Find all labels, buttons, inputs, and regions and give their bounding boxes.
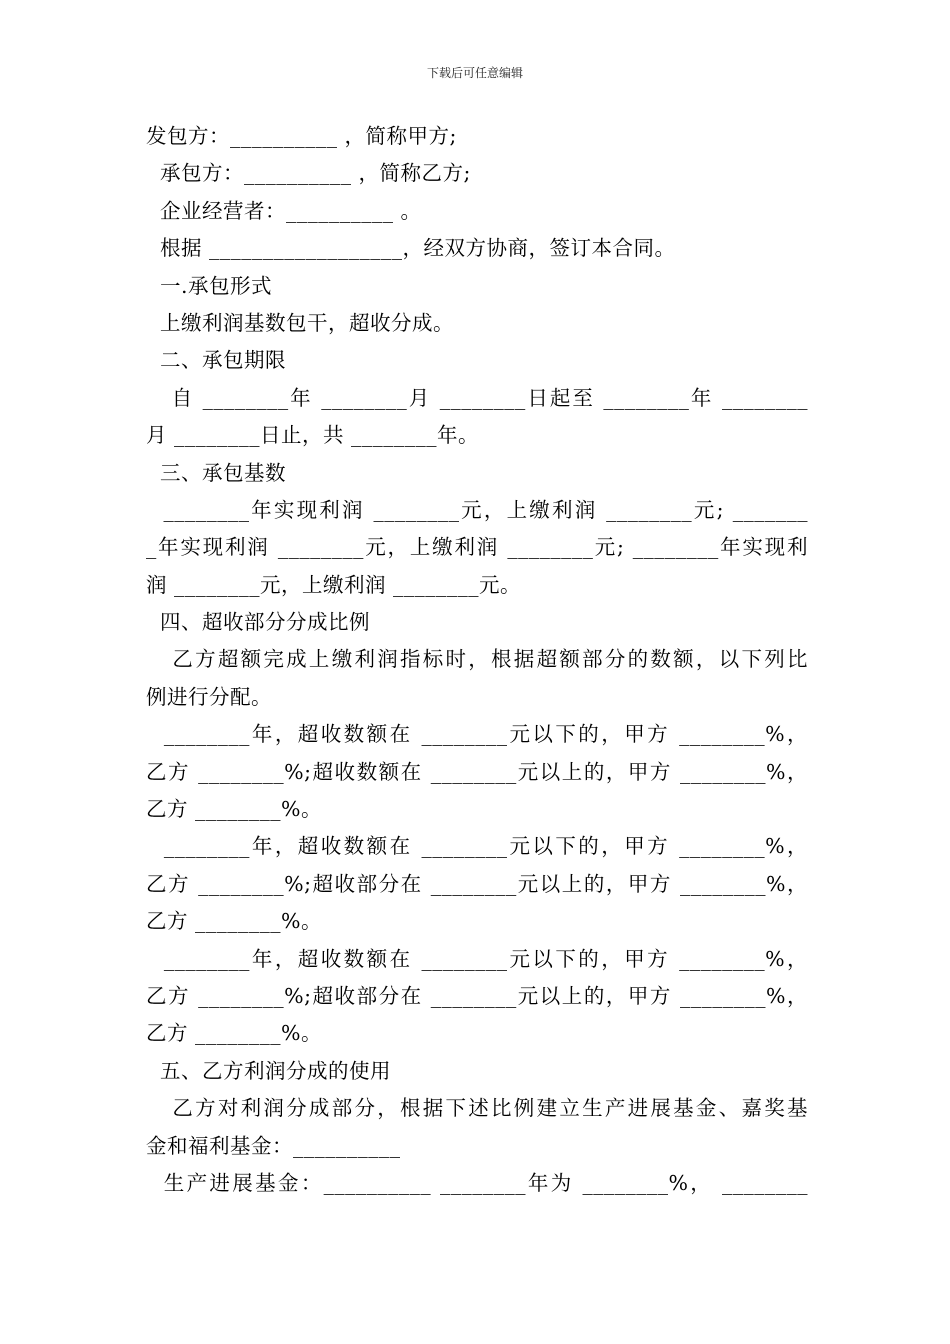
text-line-basis: 根据 __________________，经双方协商，签订本合同。 [146, 236, 676, 261]
text-line: 生产进展基金：__________ ________年为 ________%， ________ [146, 1170, 808, 1195]
section-heading-3: 三、承包基数 [146, 460, 287, 485]
text-line-parties-b: 承包方：__________ ，简称乙方; [146, 161, 471, 186]
section-heading-2: 二、承包期限 [146, 348, 287, 373]
section-heading-5: 五、乙方利润分成的使用 [146, 1058, 392, 1083]
text-line: 润 ________元，上缴利润 ________元。 [146, 572, 522, 597]
text-line: 上缴利润基数包干，超收分成。 [146, 310, 455, 335]
text-line: _年实现利润 ________元，上缴利润 ________元; ________年实现利 [146, 535, 808, 560]
text-line: 乙方 ________%;超收部分在 ________元以上的，甲方 ________%， [146, 871, 808, 896]
text-line: 乙方 ________%。 [146, 909, 322, 934]
page-header-note: 下载后可任意编辑 [426, 66, 523, 80]
text-line: ________年，超收数额在 ________元以下的，甲方 ________%， [146, 722, 808, 747]
text-line: 乙方 ________%;超收部分在 ________元以上的，甲方 ________%， [146, 983, 808, 1008]
text-line: 乙方对利润分成部分，根据下述比例建立生产进展基金、嘉奖基 [146, 1096, 808, 1121]
text-line: ________年，超收数额在 ________元以下的，甲方 ________%， [146, 834, 808, 859]
text-line: ________年，超收数额在 ________元以下的，甲方 ________%， [146, 946, 808, 971]
section-heading-1: 一.承包形式 [146, 273, 273, 298]
text-line: ________年实现利润 ________元，上缴利润 ________元; _______ [146, 497, 808, 522]
text-line: 乙方 ________%。 [146, 1021, 322, 1046]
text-line: 自 ________年 ________月 ________日起至 ________年 ________ [146, 385, 808, 410]
text-line: 月 ________日止，共 ________年。 [146, 423, 480, 448]
text-line: 乙方 ________%;超收数额在 ________元以上的，甲方 ________%， [146, 759, 808, 784]
text-line: 例进行分配。 [146, 684, 272, 709]
text-line-operator: 企业经营者：__________ 。 [146, 198, 422, 223]
contract-body [146, 118, 808, 1202]
text-line: 金和福利基金：__________ [146, 1133, 401, 1158]
text-line-parties-a: 发包方：__________ ，简称甲方; [146, 124, 457, 148]
text-line: 乙方 ________%。 [146, 797, 322, 822]
text-line: 乙方超额完成上缴利润指标时，根据超额部分的数额，以下列比 [146, 647, 808, 672]
section-heading-4: 四、超收部分分成比例 [146, 610, 371, 635]
